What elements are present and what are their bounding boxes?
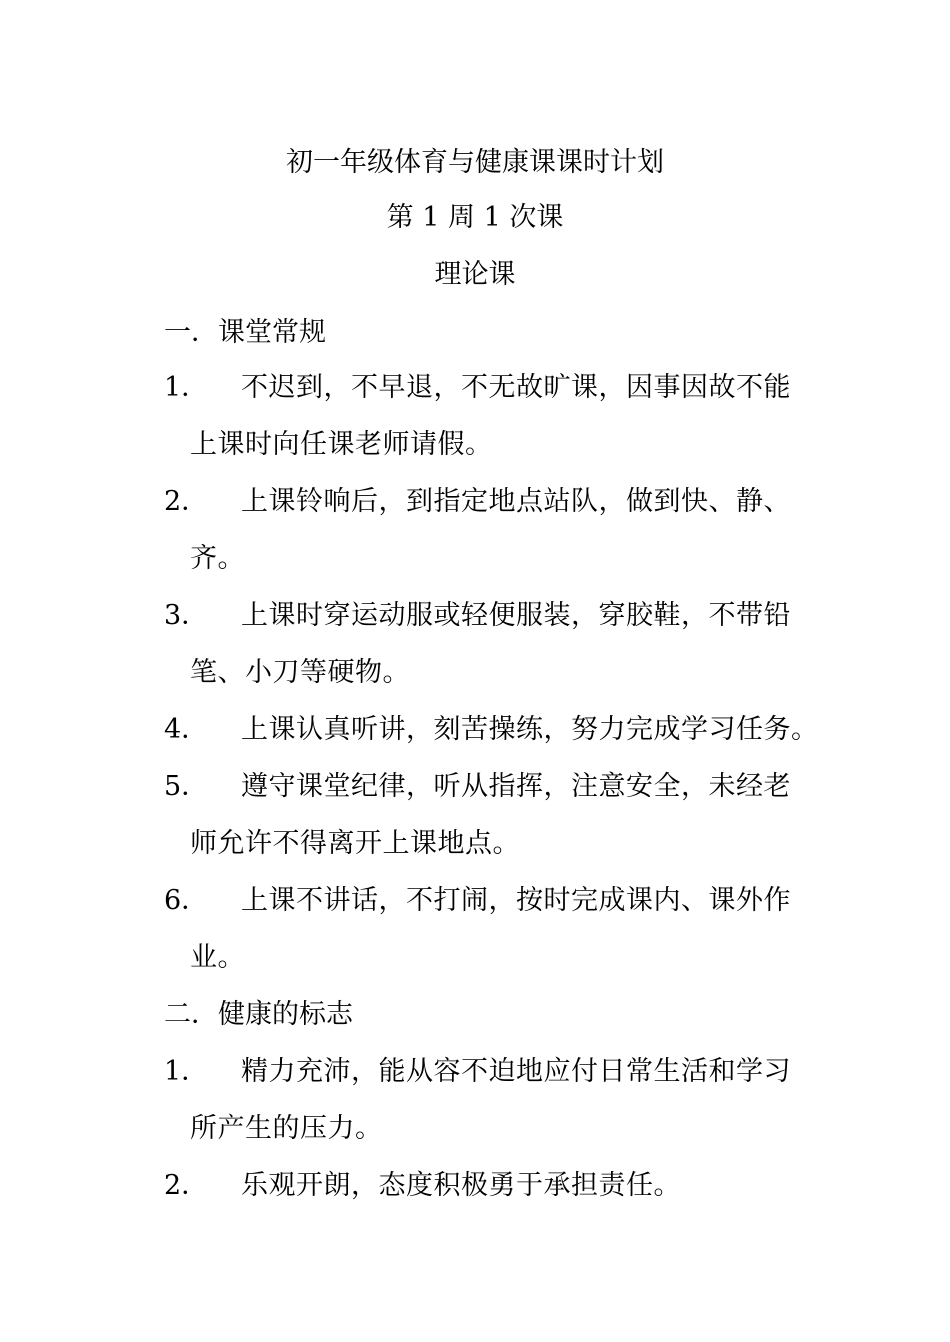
- list-item-text-continued: 上课时向任课老师请假。: [190, 429, 493, 460]
- list-item-text: 上课铃响后，到指定地点站队，做到快、静、: [241, 486, 791, 517]
- list-item-text: 乐观开朗，态度积极勇于承担责任。: [241, 1170, 681, 1201]
- list-item-text: 不迟到，不早退，不无故旷课，因事因故不能: [241, 372, 791, 403]
- list-item-text: 遵守课堂纪律，听从指挥，注意安全，未经老: [241, 771, 791, 802]
- list-item-number: 3．: [164, 600, 209, 631]
- lesson-type: 理论课: [434, 259, 516, 290]
- list-item-text: 上课不讲话，不打闹，按时完成课内、课外作: [241, 885, 791, 916]
- section-heading-health-signs: 二．健康的标志: [164, 999, 353, 1030]
- list-item-number: 2．: [164, 486, 209, 517]
- list-item-text: 精力充沛，能从容不迫地应付日常生活和学习: [241, 1056, 791, 1087]
- list-item-number: 6．: [164, 885, 209, 916]
- list-item-text-continued: 齐。: [190, 543, 245, 574]
- list-item-text-continued: 师允许不得离开上课地点。: [190, 828, 520, 859]
- list-item-number: 4．: [164, 714, 209, 745]
- section-heading-classroom-rules: 一．课堂常规: [164, 317, 326, 348]
- list-item-number: 1．: [164, 372, 209, 403]
- list-item-number: 2．: [164, 1170, 209, 1201]
- list-item-text: 上课时穿运动服或轻便服装，穿胶鞋，不带铅: [241, 600, 791, 631]
- document-subtitle: 第 1 周 1 次课: [386, 202, 564, 233]
- list-item-text-continued: 笔、小刀等硬物。: [190, 657, 410, 688]
- list-item-number: 1．: [164, 1056, 209, 1087]
- list-item-text-continued: 所产生的压力。: [190, 1113, 383, 1144]
- list-item-number: 5．: [164, 771, 209, 802]
- list-item-text-continued: 业。: [190, 942, 245, 973]
- document-title: 初一年级体育与健康课课时计划: [286, 147, 664, 178]
- list-item-text: 上课认真听讲，刻苦操练，努力完成学习任务。: [241, 714, 819, 745]
